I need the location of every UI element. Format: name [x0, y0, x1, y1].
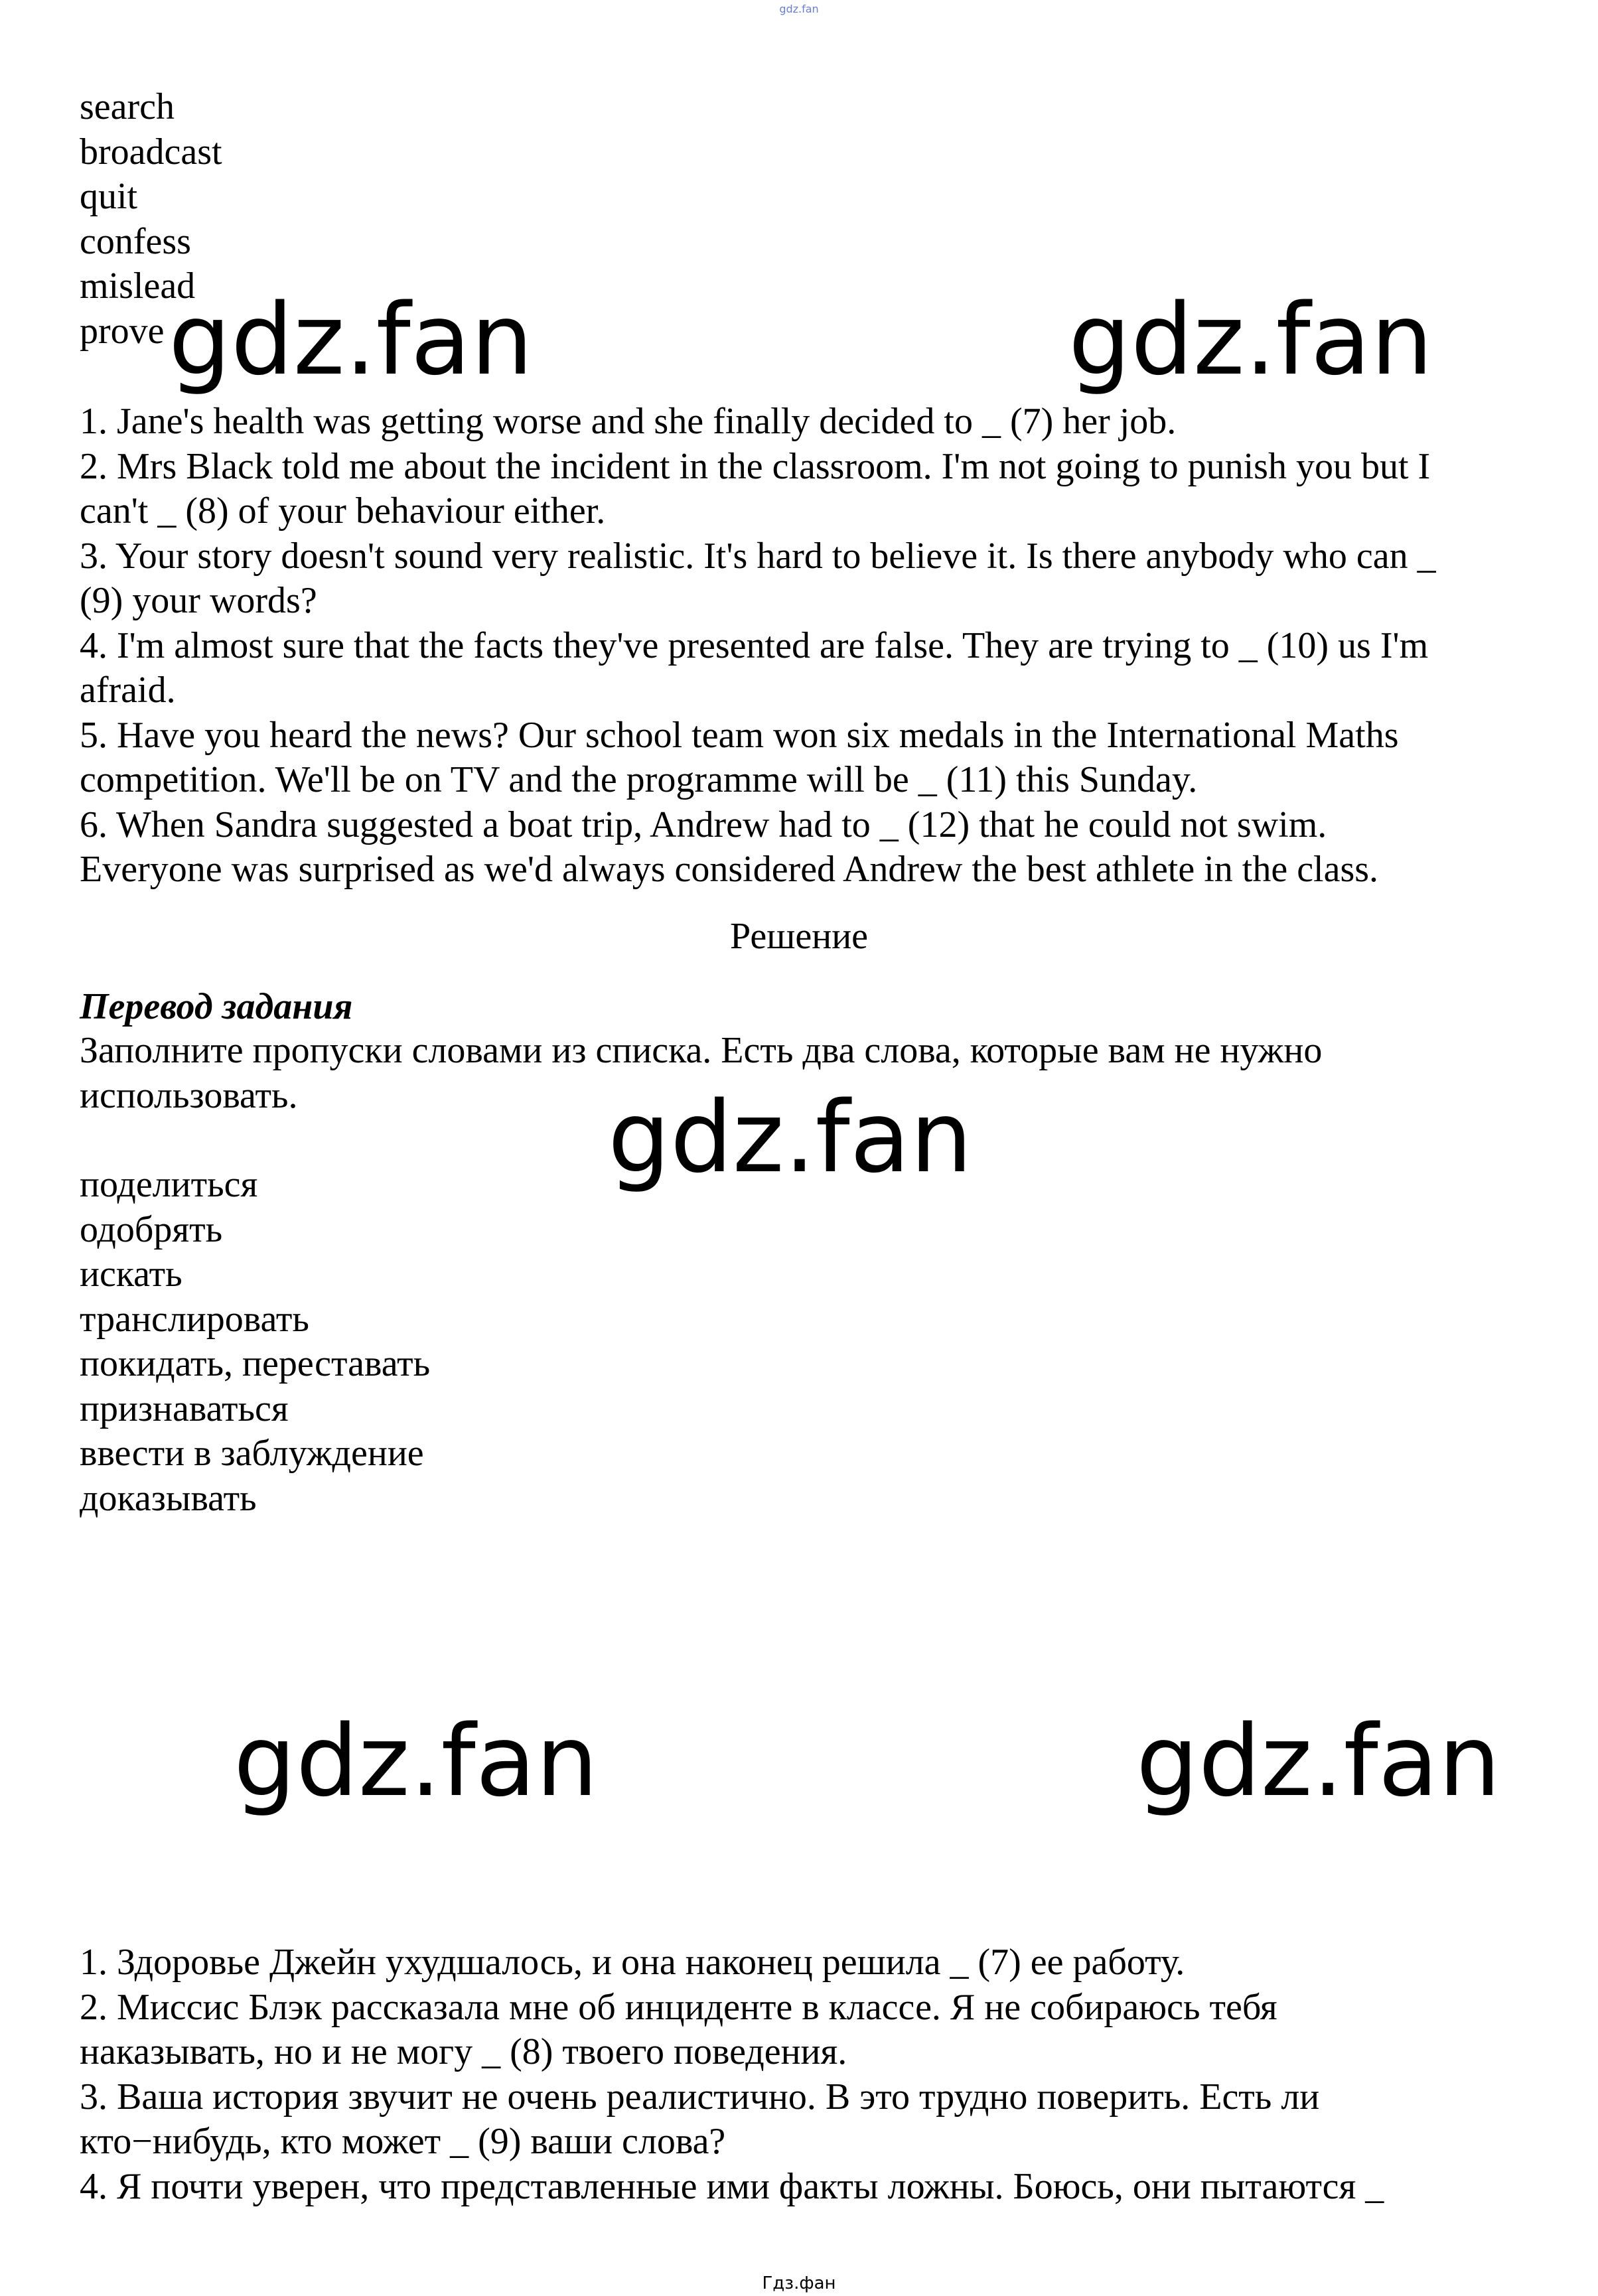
word-list-item: признаваться	[80, 1388, 289, 1429]
exercise-ru	[80, 1940, 1566, 2209]
word-list-item: доказывать	[80, 1477, 257, 1519]
word-list-item: search	[80, 86, 175, 127]
word-list-item: одобрять	[80, 1208, 223, 1250]
exercise-line: 2. Миссис Блэк рассказала мне об инциденте в классе. Я не собираюсь тебя	[80, 1986, 1277, 2028]
exercise-line: наказывать, но и не могу _ (8) твоего поведения.	[80, 2031, 847, 2072]
exercise-line: 1. Здоровье Джейн ухудшалось, и она наконец решила _ (7) ее работу.	[80, 1942, 1185, 1983]
word-list-item: поделиться	[80, 1164, 258, 1205]
watermark: gdz.fan	[1068, 283, 1433, 397]
translation-title: Перевод задания	[80, 986, 353, 1027]
exercise-line: 4. I'm almost sure that the facts they've presented are false. They are trying to _ (10) us I'm	[80, 624, 1429, 666]
exercise-line: 2. Mrs Black told me about the incident in the classroom. I'm not going to punish you but I	[80, 445, 1431, 487]
watermark: gdz.fan	[1136, 1704, 1501, 1818]
word-list-item: prove	[80, 310, 165, 352]
exercise-line: 6. When Sandra suggested a boat trip, Andrew had to _ (12) that he could not swim.	[80, 804, 1327, 845]
exercise-line: кто−нибудь, кто может _ (9) ваши слова?	[80, 2121, 726, 2162]
exercise-line: 4. Я почти уверен, что представленные ими факты ложны. Боюсь, они пытаются _	[80, 2165, 1384, 2207]
word-list-ru	[80, 1163, 430, 1521]
exercise-line: 3. Your story doesn't sound very realistic. It's hard to believe it. Is there anybody who can _	[80, 535, 1436, 577]
word-list-item: confess	[80, 220, 191, 262]
exercise-line: (9) your words?	[80, 580, 317, 621]
watermark: gdz.fan	[234, 1704, 599, 1818]
word-list-item: broadcast	[80, 131, 222, 173]
exercise-line: competition. We'll be on TV and the programme will be _ (11) this Sunday.	[80, 759, 1198, 800]
translation-line: Заполните пропуски словами из списка. Есть два слова, которые вам не нужно	[80, 1030, 1323, 1071]
word-list-item: quit	[80, 176, 138, 217]
watermark: gdz.fan	[169, 283, 534, 397]
solution-heading: Решение	[729, 916, 869, 957]
word-list-item: покидать, переставать	[80, 1343, 431, 1384]
word-list-item: ввести в заблуждение	[80, 1433, 424, 1474]
exercise-line: afraid.	[80, 670, 176, 711]
word-list-item: искать	[80, 1254, 182, 1295]
exercise-line: Everyone was surprised as we'd always considered Andrew the best athlete in the class.	[80, 849, 1379, 890]
header-tag: gdz.fan	[779, 3, 819, 15]
translation-line: использовать.	[80, 1074, 298, 1116]
word-list-item: mislead	[80, 265, 196, 307]
exercise-line: 1. Jane's health was getting worse and she finally decided to _ (7) her job.	[80, 401, 1177, 442]
watermark: gdz.fan	[608, 1080, 973, 1194]
exercise-en	[80, 399, 1566, 893]
exercise-line: 3. Ваша история звучит не очень реалистично. В это трудно поверить. Есть ли	[80, 2076, 1320, 2117]
exercise-line: can't _ (8) of your behaviour either.	[80, 490, 606, 532]
word-list-item: транслировать	[80, 1298, 309, 1340]
footer: Гдз.фан	[762, 2273, 836, 2293]
exercise-line: 5. Have you heard the news? Our school team won six medals in the International Maths	[80, 714, 1399, 756]
